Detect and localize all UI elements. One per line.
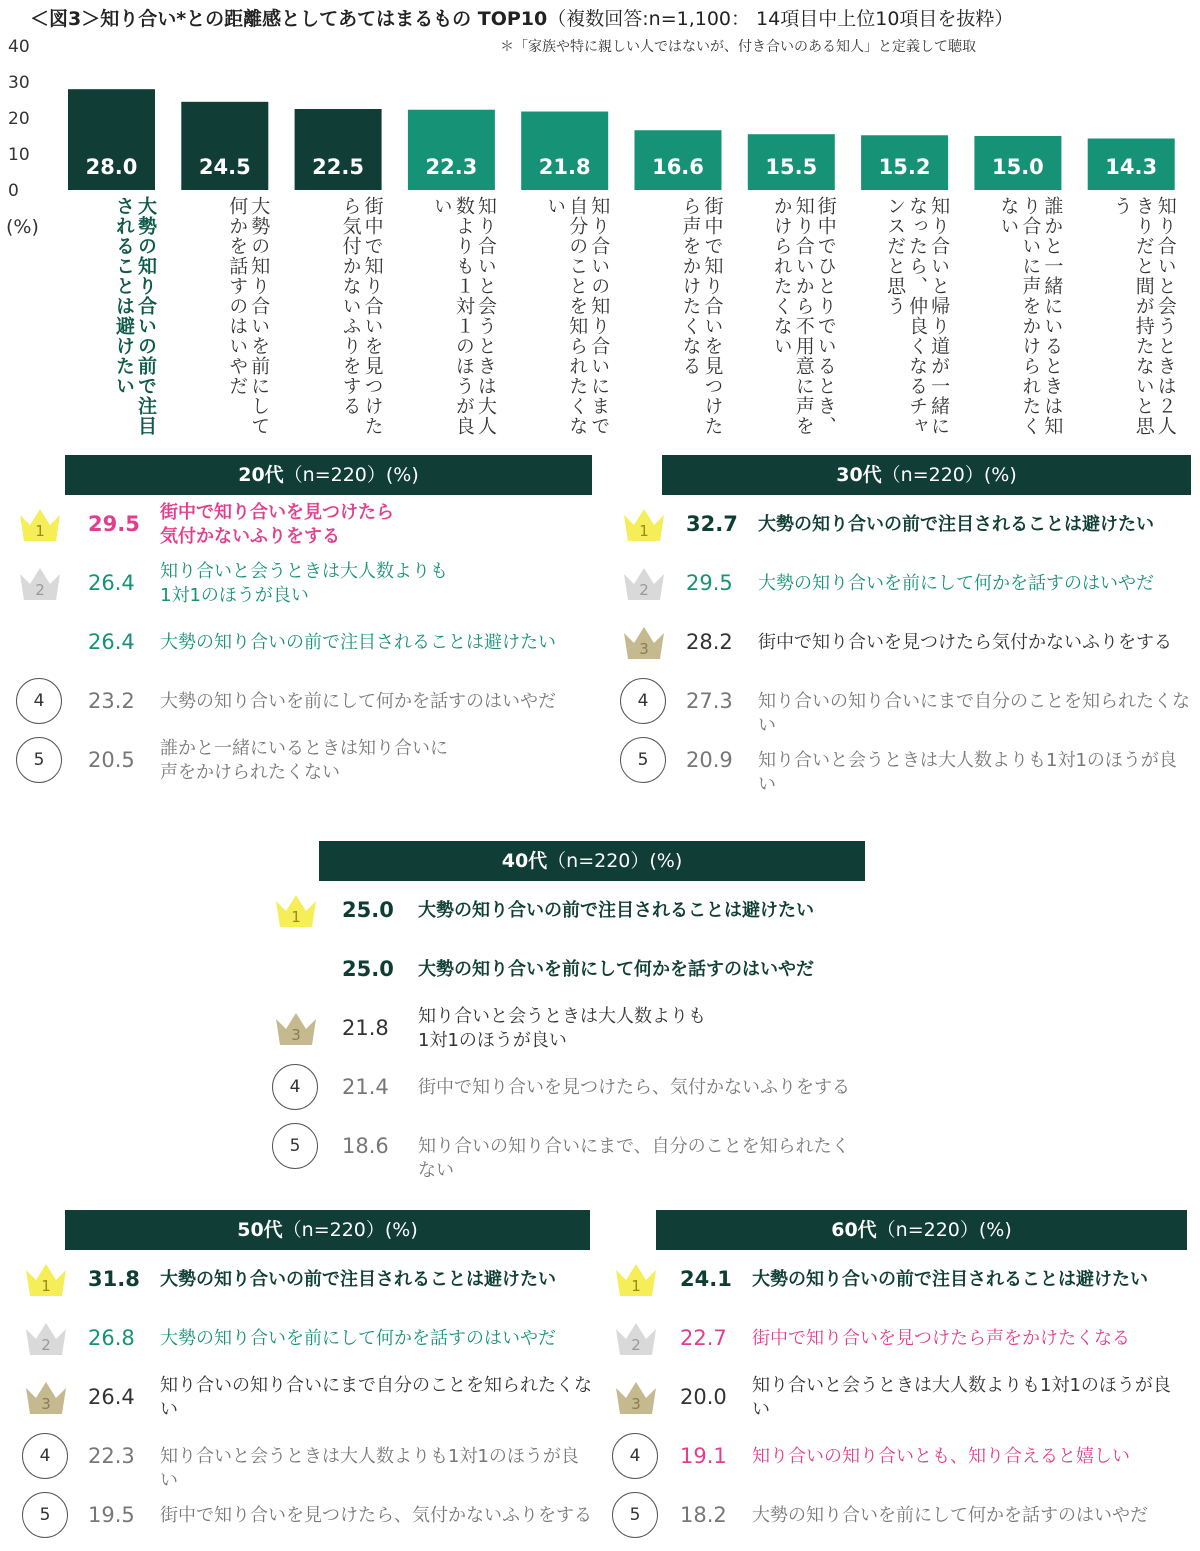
bar-value-label: 15.5: [765, 155, 818, 179]
rank-label: 大勢の知り合いの前で注目されることは避けたい: [160, 632, 556, 653]
y-tick-label: 30: [8, 73, 30, 93]
rank-label: 街中で知り合いを見つけたら声をかけたくなる: [752, 1328, 1130, 1349]
rank-label: 大勢の知り合いを前にして何かを話すのはいやだ: [758, 573, 1154, 594]
panel-header: [656, 1210, 1187, 1250]
rank-value: 26.4: [88, 1385, 135, 1409]
rank-number: 3: [639, 640, 649, 658]
rank-crown-icon: [620, 560, 668, 608]
rank-label: 知り合いの知り合いにまで自分のことを知られたくな い: [160, 1375, 592, 1420]
panel-header-n: （n=220）(%): [283, 464, 419, 486]
rank-value: 22.7: [680, 1326, 727, 1350]
rank-value: 21.8: [342, 1016, 389, 1040]
category-label: 知り合いと帰り道が一緒になったら、仲良くなるチャンスだと思う: [884, 196, 951, 436]
rank-value: 19.1: [680, 1444, 727, 1468]
rank-value: 22.3: [88, 1444, 135, 1468]
y-tick-label: 20: [8, 109, 30, 129]
bar-value-label: 22.3: [425, 155, 478, 179]
rank-label: 街中で知り合いを見つけたら、気付かないふりをする: [160, 1505, 592, 1526]
rank-circle-icon: 5: [620, 737, 666, 783]
rank-crown-icon: [620, 619, 668, 667]
bar-value-label: 22.5: [312, 155, 365, 179]
category-label: 街中でひとりでいるとき、知り合いから不用意に声をかけられたくない: [770, 196, 837, 436]
rank-label: 知り合いの知り合いとも、知り合えると嬉しい: [752, 1446, 1130, 1467]
rank-value: 29.5: [686, 571, 733, 595]
rank-circle-icon: 4: [612, 1433, 658, 1479]
rank-label: 誰かと一緒にいるときは知り合いに 声をかけられたくない: [160, 738, 448, 783]
panel-header-age: 60代: [831, 1219, 877, 1241]
y-tick-label: 0: [8, 181, 19, 200]
rank-value: 24.1: [680, 1267, 732, 1291]
rank-value: 27.3: [686, 689, 733, 713]
rank-crown-icon: [612, 1315, 660, 1363]
rank-crown-icon: [16, 501, 64, 549]
panel-header-n: （n=220）(%): [876, 1219, 1012, 1241]
rank-crown-icon: [16, 560, 64, 608]
rank-circle-icon: 4: [16, 678, 62, 724]
rank-label: 大勢の知り合いの前で注目されることは避けたい: [418, 900, 814, 921]
rank-value: 21.4: [342, 1075, 389, 1099]
category-label: 知り合いと会うときは大人数よりも１対１のほうが良い: [430, 196, 497, 436]
rank-label: 知り合いの知り合いにまで自分のことを知られたくない: [758, 691, 1190, 736]
rank-crown-icon: [620, 501, 668, 549]
panel-header: [662, 455, 1191, 495]
rank-number: 2: [41, 1336, 51, 1354]
rank-value: 29.5: [88, 512, 140, 536]
rank-number: 1: [291, 908, 301, 926]
category-label: 街中で知り合いを見つけたら気付かないふりをする: [339, 196, 384, 436]
rank-value: 25.0: [342, 898, 394, 922]
panel-header-age: 40代: [501, 850, 548, 872]
rank-label: 知り合いの知り合いにまで、自分のことを知られたくない: [418, 1136, 850, 1181]
y-axis-label: (%): [6, 216, 39, 238]
rank-value: 18.2: [680, 1503, 727, 1527]
panel-header-n: （n=220）(%): [282, 1219, 418, 1241]
rank-label: 大勢の知り合いを前にして何かを話すのはいやだ: [160, 1328, 556, 1349]
category-label: 大勢の知り合いの前で注目されることは避けたい: [113, 196, 157, 436]
rank-value: 32.7: [686, 512, 738, 536]
panel-header: [65, 1210, 590, 1250]
rank-crown-icon: [22, 1374, 70, 1422]
rank-label: 大勢の知り合いを前にして何かを話すのはいやだ: [418, 959, 814, 980]
rank-label: 大勢の知り合いの前で注目されることは避けたい: [752, 1269, 1148, 1290]
rank-value: 26.4: [88, 630, 135, 654]
category-label: 知り合いの知り合いにまで自分のことを知られたくない: [544, 196, 611, 436]
bar-value-label: 24.5: [198, 155, 251, 179]
rank-label: 知り合いと会うときは大人数よりも 1対1のほうが良い: [418, 1006, 706, 1051]
rank-value: 20.0: [680, 1385, 727, 1409]
rank-label: 知り合いと会うときは大人数よりも1対1のほうが良い: [160, 1446, 579, 1491]
bar-chart: [0, 0, 1200, 200]
rank-label: 大勢の知り合いの前で注目されることは避けたい: [758, 514, 1154, 535]
rank-number: 1: [639, 522, 649, 540]
rank-number: 1: [41, 1277, 51, 1295]
bar-value-label: 21.8: [538, 155, 591, 179]
rank-value: 23.2: [88, 689, 135, 713]
y-tick-label: 40: [8, 37, 30, 57]
rank-label: 知り合いと会うときは大人数よりも 1対1のほうが良い: [160, 561, 448, 606]
rank-number: 3: [41, 1395, 51, 1413]
rank-value: 26.8: [88, 1326, 135, 1350]
bar-value-label: 16.6: [652, 155, 704, 179]
rank-number: 2: [639, 581, 649, 599]
rank-number: 2: [631, 1336, 641, 1354]
rank-number: 3: [631, 1395, 641, 1413]
rank-circle-icon: 5: [22, 1492, 68, 1538]
rank-label: 知り合いと会うときは大人数よりも1対1のほうが良い: [758, 750, 1177, 795]
rank-number: 3: [291, 1026, 301, 1044]
category-label: 大勢の知り合いを前にして何かを話すのはいやだ: [226, 196, 271, 436]
rank-label: 街中で知り合いを見つけたら、気付かないふりをする: [418, 1077, 850, 1098]
rank-value: 18.6: [342, 1134, 389, 1158]
rank-circle-icon: 5: [272, 1123, 318, 1169]
panel-header-age: 20代: [238, 464, 284, 486]
panel-header-age: 50代: [237, 1219, 283, 1241]
panel-header: [65, 455, 592, 495]
panel-header-n: （n=220）(%): [881, 464, 1017, 486]
rank-value: 20.5: [88, 748, 135, 772]
rank-crown-icon: [22, 1256, 70, 1304]
panel-header-n: （n=220）(%): [547, 850, 683, 872]
rank-value: 28.2: [686, 630, 733, 654]
chart-title-paren: （複数回答:n=1,100： 14項目中上位10項目を抜粋）: [547, 8, 1014, 30]
rank-crown-icon: [272, 887, 320, 935]
bar-value-label: 28.0: [85, 155, 138, 179]
bar-value-label: 14.3: [1105, 155, 1158, 179]
rank-circle-icon: 5: [16, 737, 62, 783]
panel-header: [319, 841, 865, 881]
rank-label: 知り合いと会うときは大人数よりも1対1のほうが良 い: [752, 1375, 1171, 1420]
bar-value-label: 15.2: [878, 155, 931, 179]
rank-label: 街中で知り合いを見つけたら気付かないふりをする: [758, 632, 1172, 653]
rank-value: 26.4: [88, 571, 135, 595]
panel-header-age: 30代: [836, 464, 882, 486]
rank-label: 大勢の知り合いを前にして何かを話すのはいやだ: [160, 691, 556, 712]
rank-value: 31.8: [88, 1267, 140, 1291]
category-label: 街中で知り合いを見つけたら声をかけたくなる: [679, 196, 724, 436]
rank-circle-icon: 4: [22, 1433, 68, 1479]
rank-circle-icon: 5: [612, 1492, 658, 1538]
category-label: 知り合いと会うときは２人きりだと間が持たないと思う: [1110, 196, 1177, 436]
rank-label: 街中で知り合いを見つけたら 気付かないふりをする: [160, 502, 394, 547]
rank-label: 大勢の知り合いを前にして何かを話すのはいやだ: [752, 1505, 1148, 1526]
rank-label: 大勢の知り合いの前で注目されることは避けたい: [160, 1269, 556, 1290]
rank-value: 19.5: [88, 1503, 135, 1527]
y-tick-label: 10: [8, 145, 30, 165]
rank-crown-icon: [612, 1374, 660, 1422]
rank-crown-icon: [272, 1005, 320, 1053]
rank-circle-icon: 4: [272, 1064, 318, 1110]
category-label: 誰かと一緒にいるときは知り合いに声をかけられたくない: [997, 196, 1064, 436]
rank-number: 1: [631, 1277, 641, 1295]
rank-crown-icon: [22, 1315, 70, 1363]
rank-number: 2: [35, 581, 45, 599]
definition-note: ＊「家族や特に親しい人ではないが、付き合いのある知人」と定義して聴取: [500, 39, 976, 55]
rank-value: 20.9: [686, 748, 733, 772]
rank-number: 1: [35, 522, 45, 540]
rank-value: 25.0: [342, 957, 394, 981]
rank-circle-icon: 4: [620, 678, 666, 724]
chart-title-main: ＜図3＞知り合い*との距離感としてあてはまるもの TOP10: [30, 8, 548, 30]
bar-value-label: 15.0: [991, 155, 1044, 179]
rank-crown-icon: [612, 1256, 660, 1304]
